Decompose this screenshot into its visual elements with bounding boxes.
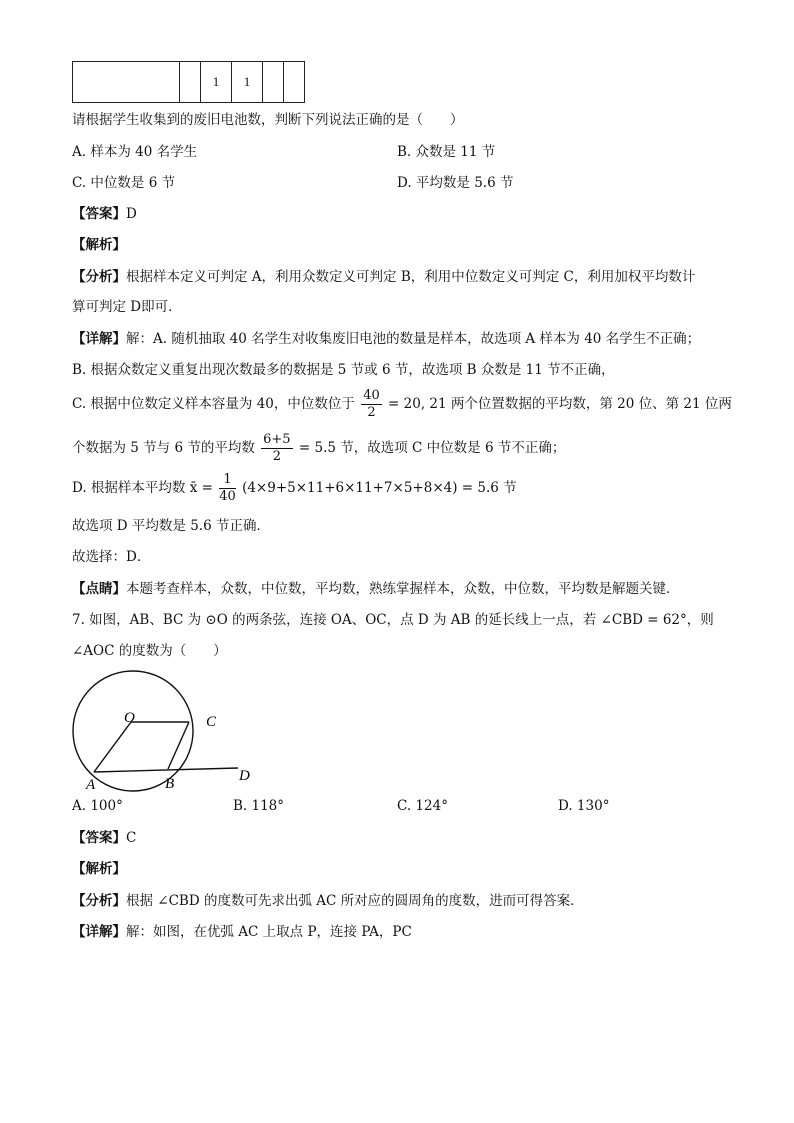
- fraction-denominator: 2: [272, 449, 281, 464]
- q6-option-d: D. 平均数是 5.6 节: [397, 175, 514, 191]
- fraction-denominator: 2: [367, 405, 376, 420]
- circle-figure: [60, 662, 280, 797]
- dianjing-label: 【点睛】: [72, 581, 126, 597]
- table-cell: [180, 62, 201, 103]
- detail-q7: [72, 923, 412, 941]
- detail-q6-line2: B. 根据众数定义重复出现次数最多的数据是 5 节或 6 节，故选项 B 众数是 11 节不正确，: [72, 362, 615, 378]
- fenxi-q6-line1: [72, 268, 695, 286]
- detail-text: = 5.5 节，故选项 C 中位数是 6 节不正确；: [298, 440, 566, 456]
- label-o: O: [124, 710, 135, 726]
- detail-q6-line7: 故选择：D．: [72, 549, 151, 565]
- q7-option-c: C. 124°: [397, 798, 448, 814]
- q7-line1: 7. 如图，AB、BC 为 ⊙O 的两条弦，连接 OA、OC，点 D 为 AB 的延长线上一点，若 ∠CBD = 62°，则: [72, 612, 714, 628]
- fraction-numerator: 40: [363, 388, 380, 403]
- q7-option-a: A. 100°: [72, 798, 123, 814]
- segment-abd: [94, 768, 238, 772]
- fraction-numerator: 1: [219, 472, 236, 489]
- q6-option-b: B. 众数是 11 节: [397, 144, 496, 160]
- detail-text: C. 根据中位数定义样本容量为 40，中位数位于: [72, 396, 355, 412]
- detail-q6-line1: [72, 330, 700, 348]
- dianjing-text: 本题考查样本，众数，中位数，平均数，熟练掌握样本，众数，中位数，平均数是解题关键．: [126, 581, 680, 597]
- label-c: C: [206, 714, 217, 730]
- question-stem: 请根据学生收集到的废旧电池数，判断下列说法正确的是（ ）: [72, 112, 464, 128]
- detail-text: 解：A. 随机抽取 40 名学生对收集废旧电池的数量是样本，故选项 A 样本为 40 名学生不正确；: [126, 331, 701, 347]
- answer-value: D: [126, 206, 137, 222]
- fraction: [261, 432, 292, 465]
- analysis-label-q7: 【解析】: [72, 861, 126, 877]
- segment-bc: [168, 722, 189, 769]
- detail-q6-line6: 故选项 D 平均数是 5.6 节正确．: [72, 518, 270, 534]
- detail-text: 个数据为 5 节与 6 节的平均数: [72, 440, 255, 456]
- table-cell: 1: [201, 62, 232, 103]
- answer-line-q6: [72, 205, 137, 223]
- detail-label: 【详解】: [72, 331, 126, 347]
- fenxi-q7: [72, 892, 584, 910]
- detail-q6-line3: [72, 387, 732, 421]
- fraction-numerator: 6+5: [263, 432, 291, 447]
- fenxi-text: 根据样本定义可判定 A，利用众数定义可判定 B，利用中位数定义可判定 C，利用加权平均数计: [126, 269, 696, 285]
- detail-text: D. 根据样本平均数 x̄ =: [72, 480, 213, 496]
- fenxi-label: 【分析】: [72, 893, 126, 909]
- detail-text: = 20, 21 两个位置数据的平均数，第 20 位、第 21 位两: [388, 396, 732, 412]
- table-cell: [284, 62, 305, 103]
- fraction: [361, 388, 382, 421]
- fraction: [219, 472, 236, 505]
- circle: [73, 671, 193, 791]
- answer-value: C: [126, 830, 137, 846]
- q6-option-c: C. 中位数是 6 节: [72, 175, 176, 191]
- q7-option-d: D. 130°: [558, 798, 610, 814]
- analysis-label: 【解析】: [72, 237, 126, 253]
- table-cell: [73, 62, 180, 103]
- label-a: A: [86, 777, 96, 793]
- table-row: [73, 62, 305, 103]
- label-b: B: [165, 776, 175, 792]
- q6-option-a: A. 样本为 40 名学生: [72, 144, 198, 160]
- detail-label: 【详解】: [72, 924, 126, 940]
- fraction-denominator: 40: [219, 489, 236, 504]
- detail-text: 解：如图，在优弧 AC 上取点 P，连接 PA，PC: [126, 924, 412, 940]
- answer-label: 【答案】: [72, 206, 126, 222]
- fenxi-q6-line2: 算可判定 D即可．: [72, 299, 182, 315]
- answer-line-q7: [72, 829, 136, 847]
- detail-q6-line5: [72, 471, 517, 505]
- dianjing-line: [72, 580, 680, 598]
- data-table: [72, 61, 305, 103]
- answer-label: 【答案】: [72, 830, 126, 846]
- table-cell: [263, 62, 284, 103]
- fenxi-text: 根据 ∠CBD 的度数可先求出弧 AC 所对应的圆周角的度数，进而可得答案．: [126, 893, 584, 909]
- table-cell: 1: [232, 62, 263, 103]
- segment-oa: [94, 722, 131, 772]
- detail-text: (4×9+5×11+6×11+7×5+8×4) = 5.6 节: [242, 480, 517, 496]
- q7-option-b: B. 118°: [233, 798, 285, 814]
- q7-line2: ∠AOC 的度数为（ ）: [72, 643, 227, 659]
- fenxi-label: 【分析】: [72, 269, 126, 285]
- detail-q6-line4: [72, 431, 565, 465]
- label-d: D: [239, 768, 250, 784]
